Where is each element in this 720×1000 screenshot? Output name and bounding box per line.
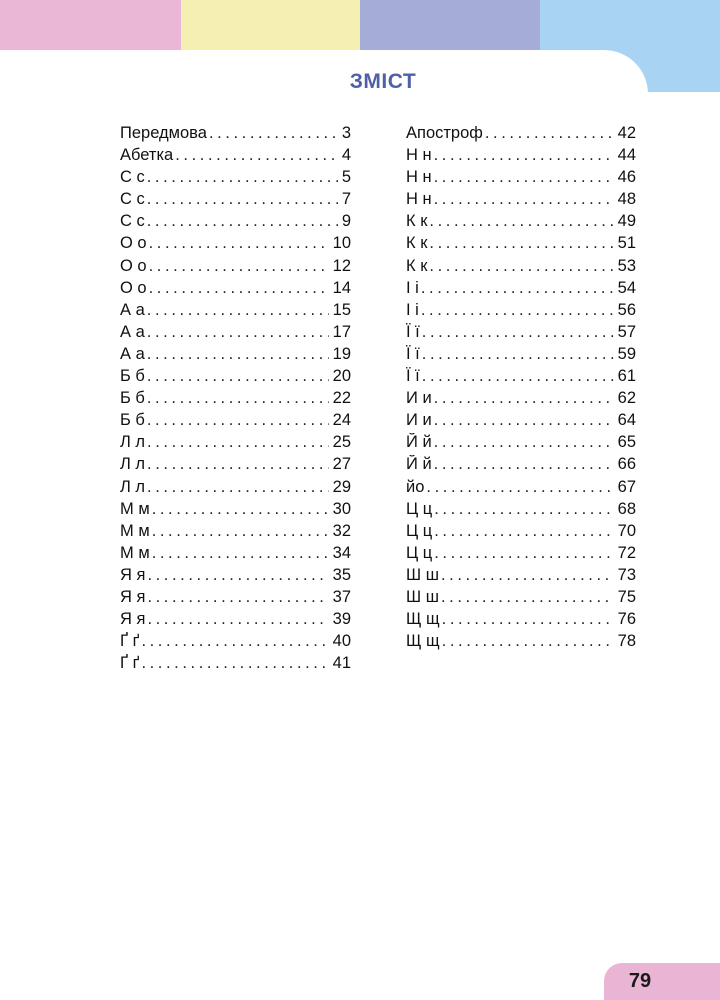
- toc-entry-page: 75: [617, 587, 636, 606]
- toc-entry: [120, 411, 351, 433]
- toc-entry: [406, 257, 636, 279]
- toc-dot-leader: [147, 367, 329, 386]
- toc-entry-page: 46: [617, 168, 636, 187]
- toc-entry-label: С с: [120, 190, 145, 209]
- toc-entry-page: 66: [617, 455, 636, 474]
- toc-entry-page: 14: [332, 278, 351, 297]
- toc-entry: [120, 632, 351, 654]
- toc-dot-leader: [434, 544, 613, 563]
- toc-entry: [406, 610, 636, 632]
- toc-entry-page: 42: [617, 124, 636, 142]
- toc-entry-label: Н н: [406, 168, 432, 187]
- toc-dot-leader: [422, 367, 614, 386]
- toc-entry-label: Й й: [406, 455, 432, 474]
- toc-entry-label: К к: [406, 212, 428, 231]
- toc-entry: [120, 433, 351, 455]
- toc-dot-leader: [442, 610, 614, 629]
- toc-entry-label: Б б: [120, 411, 145, 430]
- toc-entry-label: Абетка: [120, 146, 174, 165]
- toc-entry: [406, 168, 636, 190]
- toc-dot-leader: [147, 212, 338, 231]
- toc-dot-leader: [152, 522, 329, 541]
- page-number: 79: [628, 970, 652, 992]
- toc-entry: [406, 345, 636, 367]
- toc-dot-leader: [147, 190, 338, 209]
- toc-entry-page: 22: [332, 389, 351, 408]
- toc-entry-page: 64: [617, 411, 636, 430]
- toc-entry-label: Щ щ: [406, 632, 440, 651]
- toc-entry-page: 9: [341, 212, 351, 231]
- toc-entry: [120, 301, 351, 323]
- toc-entry: [406, 146, 636, 168]
- toc-entry-page: 12: [332, 256, 351, 275]
- toc-entry: [406, 588, 636, 610]
- toc-entry: [406, 544, 636, 566]
- toc-dot-leader: [141, 632, 328, 651]
- toc-dot-leader: [434, 190, 614, 209]
- toc-entry: [120, 212, 351, 234]
- toc-entry-page: 56: [617, 300, 636, 319]
- toc-entry: [406, 212, 636, 234]
- toc-entry: [406, 455, 636, 477]
- toc-entry: [120, 234, 351, 256]
- toc-dot-leader: [147, 168, 338, 187]
- toc-entry-label: И и: [406, 389, 432, 408]
- toc-entry-label: И и: [406, 411, 432, 430]
- toc-entry-page: 70: [617, 521, 636, 540]
- toc-entry: [406, 478, 636, 500]
- toc-entry: [120, 389, 351, 411]
- toc-entry: [406, 279, 636, 301]
- toc-dot-leader: [149, 279, 329, 298]
- toc-dot-leader: [442, 632, 614, 651]
- toc-entry-page: 5: [341, 168, 351, 187]
- toc-dot-leader: [147, 478, 329, 497]
- toc-dot-leader: [429, 257, 613, 276]
- toc-entry: [120, 279, 351, 301]
- toc-entry-label: А а: [120, 322, 145, 341]
- toc-entry-label: Ц ц: [406, 543, 433, 562]
- toc-entry: [406, 389, 636, 411]
- header-band-purple: [360, 0, 540, 52]
- toc-entry: [120, 455, 351, 477]
- toc-entry: [120, 345, 351, 367]
- toc-entry-label: Передмова: [120, 124, 207, 142]
- toc-entry-label: О о: [120, 278, 147, 297]
- toc-entry-label: А а: [120, 344, 145, 363]
- toc-entry-label: Я я: [120, 587, 146, 606]
- toc-entry: [120, 190, 351, 212]
- toc-dot-leader: [421, 301, 614, 320]
- toc-entry-page: 25: [332, 433, 351, 452]
- toc-dot-leader: [434, 522, 613, 541]
- toc-entry: [120, 544, 351, 566]
- toc-dot-leader: [434, 500, 613, 519]
- toc-entry-label: Ц ц: [406, 499, 433, 518]
- toc-entry: [120, 124, 351, 146]
- toc-dot-leader: [421, 279, 614, 298]
- toc-entry-label: Ґ ґ: [120, 632, 140, 651]
- toc-entry-page: 10: [332, 234, 351, 253]
- toc-entry-page: 3: [341, 124, 351, 142]
- toc-entry-page: 27: [332, 455, 351, 474]
- toc-entry-page: 41: [332, 654, 351, 673]
- toc-entry-page: 4: [341, 146, 351, 165]
- toc-entry-page: 35: [332, 565, 351, 584]
- toc-entry-page: 29: [332, 477, 351, 496]
- toc-dot-leader: [147, 610, 328, 629]
- toc-dot-leader: [175, 146, 338, 165]
- toc-entry-page: 40: [332, 632, 351, 651]
- toc-dot-leader: [147, 566, 328, 585]
- toc-column-right: [406, 124, 636, 654]
- toc-entry: [120, 478, 351, 500]
- toc-entry: [406, 323, 636, 345]
- toc-entry-label: йо: [406, 477, 425, 496]
- toc-entry-label: К к: [406, 234, 428, 253]
- toc-dot-leader: [152, 544, 329, 563]
- toc-dot-leader: [147, 433, 329, 452]
- toc-entry-page: 61: [617, 367, 636, 386]
- toc-entry-label: Б б: [120, 389, 145, 408]
- toc-dot-leader: [422, 345, 614, 364]
- toc-dot-leader: [149, 257, 329, 276]
- toc-dot-leader: [422, 323, 614, 342]
- toc-entry-page: 72: [617, 543, 636, 562]
- toc-entry-page: 39: [332, 610, 351, 629]
- toc-dot-leader: [441, 588, 614, 607]
- toc-entry: [120, 323, 351, 345]
- toc-entry-page: 37: [332, 587, 351, 606]
- toc-entry-page: 17: [332, 322, 351, 341]
- toc-entry-page: 51: [617, 234, 636, 253]
- toc-dot-leader: [434, 455, 614, 474]
- toc-entry-label: Ш ш: [406, 587, 439, 606]
- toc-entry-label: М м: [120, 521, 150, 540]
- toc-entry-label: Ц ц: [406, 521, 433, 540]
- toc-entry-page: 48: [617, 190, 636, 209]
- toc-entry-page: 59: [617, 344, 636, 363]
- toc-entry: [120, 367, 351, 389]
- toc-dot-leader: [147, 588, 328, 607]
- toc-dot-leader: [149, 234, 329, 253]
- toc-dot-leader: [152, 500, 329, 519]
- toc-entry-page: 32: [332, 521, 351, 540]
- toc-entry-label: Н н: [406, 190, 432, 209]
- toc-dot-leader: [209, 124, 338, 143]
- header-band-pink: [0, 0, 181, 52]
- toc-entry-page: 30: [332, 499, 351, 518]
- toc-entry-page: 24: [332, 411, 351, 430]
- toc-entry-label: Ш ш: [406, 565, 439, 584]
- toc-entry: [120, 500, 351, 522]
- toc-entry: [406, 124, 636, 146]
- toc-entry: [120, 588, 351, 610]
- toc-entry-label: Щ щ: [406, 610, 440, 629]
- toc-entry-label: Н н: [406, 146, 432, 165]
- toc-dot-leader: [434, 411, 614, 430]
- toc-entry: [120, 168, 351, 190]
- toc-entry: [120, 522, 351, 544]
- toc-entry-page: 57: [617, 322, 636, 341]
- toc-entry-label: Я я: [120, 610, 146, 629]
- toc-dot-leader: [147, 345, 329, 364]
- toc-entry-label: Б б: [120, 367, 145, 386]
- toc-dot-leader: [147, 389, 329, 408]
- toc-dot-leader: [147, 411, 329, 430]
- toc-entry: [406, 433, 636, 455]
- toc-entry-page: 54: [617, 278, 636, 297]
- toc-entry-page: 7: [341, 190, 351, 209]
- toc-entry-page: 19: [332, 344, 351, 363]
- toc-entry-label: С с: [120, 168, 145, 187]
- toc-entry-label: К к: [406, 256, 428, 275]
- toc-entry-label: М м: [120, 499, 150, 518]
- toc-entry-label: Л л: [120, 477, 146, 496]
- toc-entry: [406, 234, 636, 256]
- toc-entry-label: С с: [120, 212, 145, 231]
- toc-entry-label: І і: [406, 278, 419, 297]
- toc-entry: [406, 522, 636, 544]
- toc-entry-label: О о: [120, 256, 147, 275]
- toc-entry-page: 15: [332, 300, 351, 319]
- toc-dot-leader: [429, 234, 613, 253]
- toc-entry-page: 78: [617, 632, 636, 651]
- toc-dot-leader: [434, 389, 614, 408]
- toc-dot-leader: [147, 323, 329, 342]
- toc-dot-leader: [147, 301, 329, 320]
- toc-entry-page: 73: [617, 565, 636, 584]
- toc-entry-page: 49: [617, 212, 636, 231]
- toc-entry-page: 65: [617, 433, 636, 452]
- toc-entry: [406, 632, 636, 654]
- toc-entry: [120, 257, 351, 279]
- toc-entry-page: 20: [332, 367, 351, 386]
- toc-entry-label: Ї ї: [406, 322, 420, 341]
- toc-entry-label: Ї ї: [406, 344, 420, 363]
- toc-entry-page: 44: [617, 146, 636, 165]
- toc-entry: [120, 654, 351, 676]
- toc-entry: [406, 190, 636, 212]
- toc-entry: [406, 500, 636, 522]
- toc-entry-label: О о: [120, 234, 147, 253]
- toc-entry-label: А а: [120, 300, 145, 319]
- toc-entry: [120, 610, 351, 632]
- toc-entry-label: Ґ ґ: [120, 654, 140, 673]
- toc-column-left: [120, 124, 351, 676]
- toc-dot-leader: [434, 146, 614, 165]
- toc-entry-label: Я я: [120, 565, 146, 584]
- toc-entry: [406, 301, 636, 323]
- toc-entry-label: І і: [406, 300, 419, 319]
- toc-dot-leader: [434, 433, 614, 452]
- toc-entry-page: 67: [617, 477, 636, 496]
- toc-entry: [406, 566, 636, 588]
- toc-entry: [406, 367, 636, 389]
- toc-entry-label: Л л: [120, 455, 146, 474]
- toc-dot-leader: [141, 654, 328, 673]
- toc-entry-page: 53: [617, 256, 636, 275]
- toc-entry: [120, 146, 351, 168]
- toc-dot-leader: [485, 124, 614, 143]
- toc-dot-leader: [441, 566, 614, 585]
- toc-entry-page: 68: [617, 499, 636, 518]
- toc-dot-leader: [429, 212, 613, 231]
- toc-entry: [120, 566, 351, 588]
- toc-dot-leader: [434, 168, 614, 187]
- toc-entry-page: 34: [332, 543, 351, 562]
- header-band-yellow: [181, 0, 360, 52]
- toc-dot-leader: [147, 455, 329, 474]
- toc-entry-label: Ї ї: [406, 367, 420, 386]
- page-title: ЗМІСТ: [349, 70, 417, 93]
- toc-entry: [406, 411, 636, 433]
- toc-entry-label: Й й: [406, 433, 432, 452]
- toc-entry-label: Л л: [120, 433, 146, 452]
- toc-entry-page: 62: [617, 389, 636, 408]
- toc-entry-page: 76: [617, 610, 636, 629]
- toc-dot-leader: [426, 478, 613, 497]
- toc-entry-label: М м: [120, 543, 150, 562]
- toc-entry-label: Апостроф: [406, 124, 483, 142]
